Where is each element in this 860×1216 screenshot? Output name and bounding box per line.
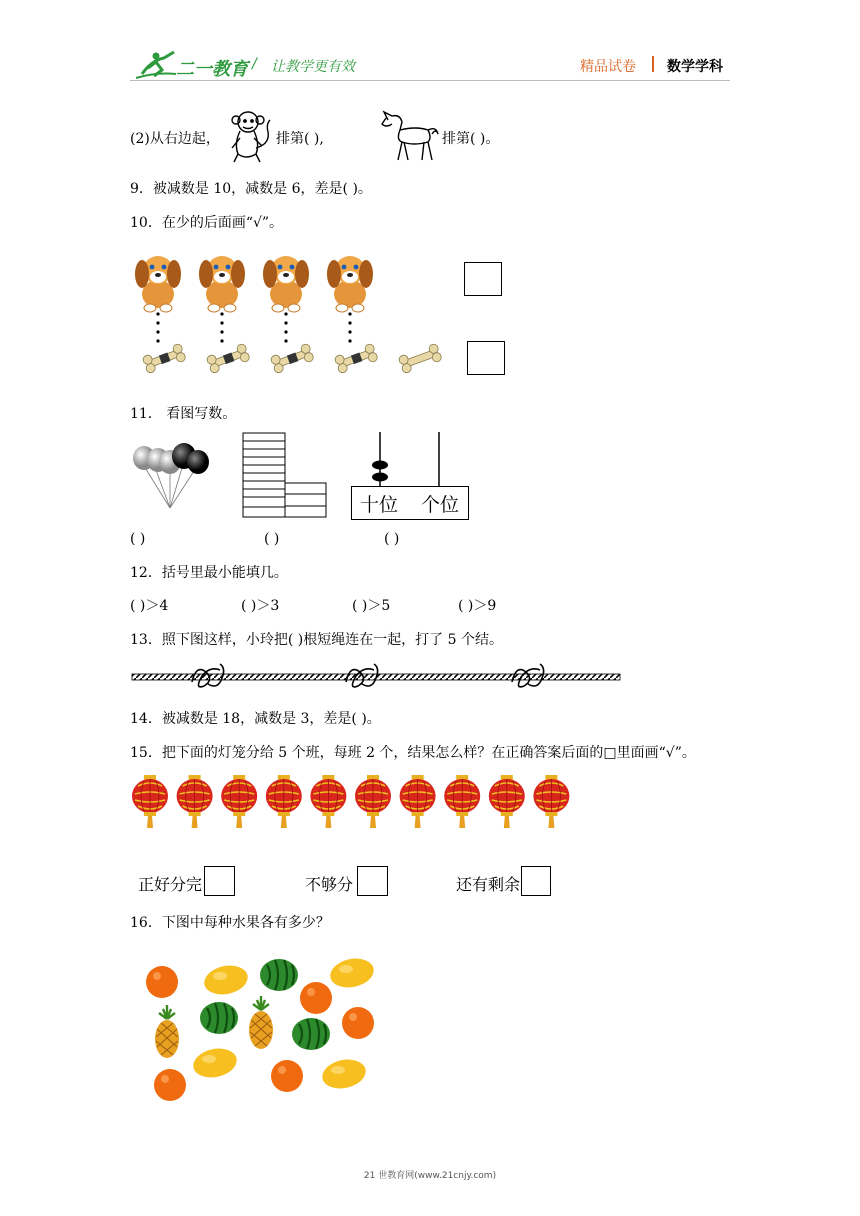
abacus (350, 432, 470, 522)
header-label-papers: 精品试卷 (580, 59, 636, 75)
mango-icon (328, 955, 377, 992)
orange-icon (146, 966, 178, 998)
orange-icon (342, 1007, 374, 1039)
slogan: 让教学更有效 (271, 59, 355, 75)
q10-text: 10．在少的后面画“√”。 (130, 215, 284, 231)
dotted-link (220, 312, 223, 342)
footer-text: 21 世教育网(www.21cnjy.com) (363, 1171, 497, 1181)
lantern-icon (444, 775, 480, 828)
logo-text: 二一教育 (176, 59, 248, 80)
lanterns-figure (130, 772, 576, 832)
q10-answer-box-dogs[interactable] (464, 262, 502, 296)
lantern-icon (310, 775, 346, 828)
lantern-icon (177, 775, 213, 828)
bone-icon (398, 343, 443, 374)
balloons-icon (130, 442, 212, 514)
header-separator (652, 56, 654, 72)
q11-answer-2[interactable]: ( ) (264, 531, 280, 547)
q8-prefix: (2)从右边起， (130, 131, 220, 147)
dotted-link (156, 312, 159, 342)
q13-text: 13．照下图这样，小玲把( )根短绳连在一起，打了 5 个结。 (130, 632, 503, 648)
q15-text: 15．把下面的灯笼分给 5 个班，每班 2 个，结果怎么样？在正确答案后面的□里面画“√”。 (130, 745, 696, 761)
lantern-icon (132, 775, 168, 828)
q15-option-leftover-label: 还有剩余 (456, 875, 521, 894)
pineapple-icon (249, 996, 273, 1049)
mango-icon (202, 962, 251, 999)
lantern-icon (533, 775, 569, 828)
dog-icon (327, 256, 373, 312)
q16-text: 16．下图中每种水果各有多少？ (130, 915, 330, 931)
mango-icon (191, 1045, 240, 1082)
q10-answer-box-bones[interactable] (467, 341, 505, 375)
abacus-label-tens: 十位 (360, 494, 399, 516)
bone-icon (334, 343, 379, 374)
q15-option-exact-box[interactable] (204, 866, 235, 896)
q8-rank-b: 排第( )。 (442, 131, 500, 147)
bone-icon (142, 343, 187, 374)
abacus-label-ones: 个位 (421, 494, 460, 516)
counting-sticks-icon (242, 432, 328, 520)
q15-option-exact-label: 正好分完 (138, 875, 203, 894)
lantern-icon (266, 775, 302, 828)
q15-option-notenough-box[interactable] (357, 866, 388, 896)
pineapple-icon (155, 1005, 179, 1058)
dotted-link (348, 312, 351, 342)
slogan-divider: / (252, 56, 257, 72)
q11-text: 11． 看图写数。 (130, 406, 237, 422)
rope-knots-figure (130, 660, 624, 694)
header-rule (130, 80, 730, 81)
lantern-icon (489, 775, 525, 828)
dog-icon (263, 256, 309, 312)
header-label-subject: 数学学科 (667, 59, 723, 75)
lantern-icon (221, 775, 257, 828)
dog-icon (199, 256, 245, 312)
q12-item-1[interactable]: ( )＞4 (130, 598, 169, 614)
runner-logo-icon (134, 48, 178, 80)
fruits-figure (130, 948, 390, 1108)
q8-rank-a: 排第( ), (276, 131, 324, 147)
bone-icon (206, 343, 251, 374)
q11-answer-1[interactable]: ( ) (130, 531, 146, 547)
lantern-icon (400, 775, 436, 828)
lantern-icon (355, 775, 391, 828)
mango-icon (320, 1056, 369, 1093)
q9-text: 9．被减数是 10，减数是 6，差是( )。 (130, 181, 372, 197)
abacus-rods (350, 432, 470, 488)
q12-item-3[interactable]: ( )＞5 (352, 598, 391, 614)
q15-option-leftover-box[interactable] (521, 866, 551, 896)
q12-text: 12．括号里最小能填几。 (130, 565, 288, 581)
orange-icon (154, 1069, 186, 1101)
dotted-link (284, 312, 287, 342)
q12-item-4[interactable]: ( )＞9 (458, 598, 497, 614)
horse-icon (380, 108, 442, 164)
monkey-icon (226, 108, 276, 164)
watermelon-icon (292, 1018, 330, 1050)
q14-text: 14．被减数是 18，减数是 3，差是( )。 (130, 711, 381, 727)
orange-icon (300, 982, 332, 1014)
watermelon-icon (260, 959, 298, 991)
q15-option-notenough-label: 不够分 (305, 875, 354, 894)
q12-item-2[interactable]: ( )＞3 (241, 598, 280, 614)
dog-icon (135, 256, 181, 312)
q11-answer-3[interactable]: ( ) (384, 531, 400, 547)
watermelon-icon (200, 1002, 238, 1034)
orange-icon (271, 1060, 303, 1092)
header (0, 0, 860, 90)
bone-icon (270, 343, 315, 374)
